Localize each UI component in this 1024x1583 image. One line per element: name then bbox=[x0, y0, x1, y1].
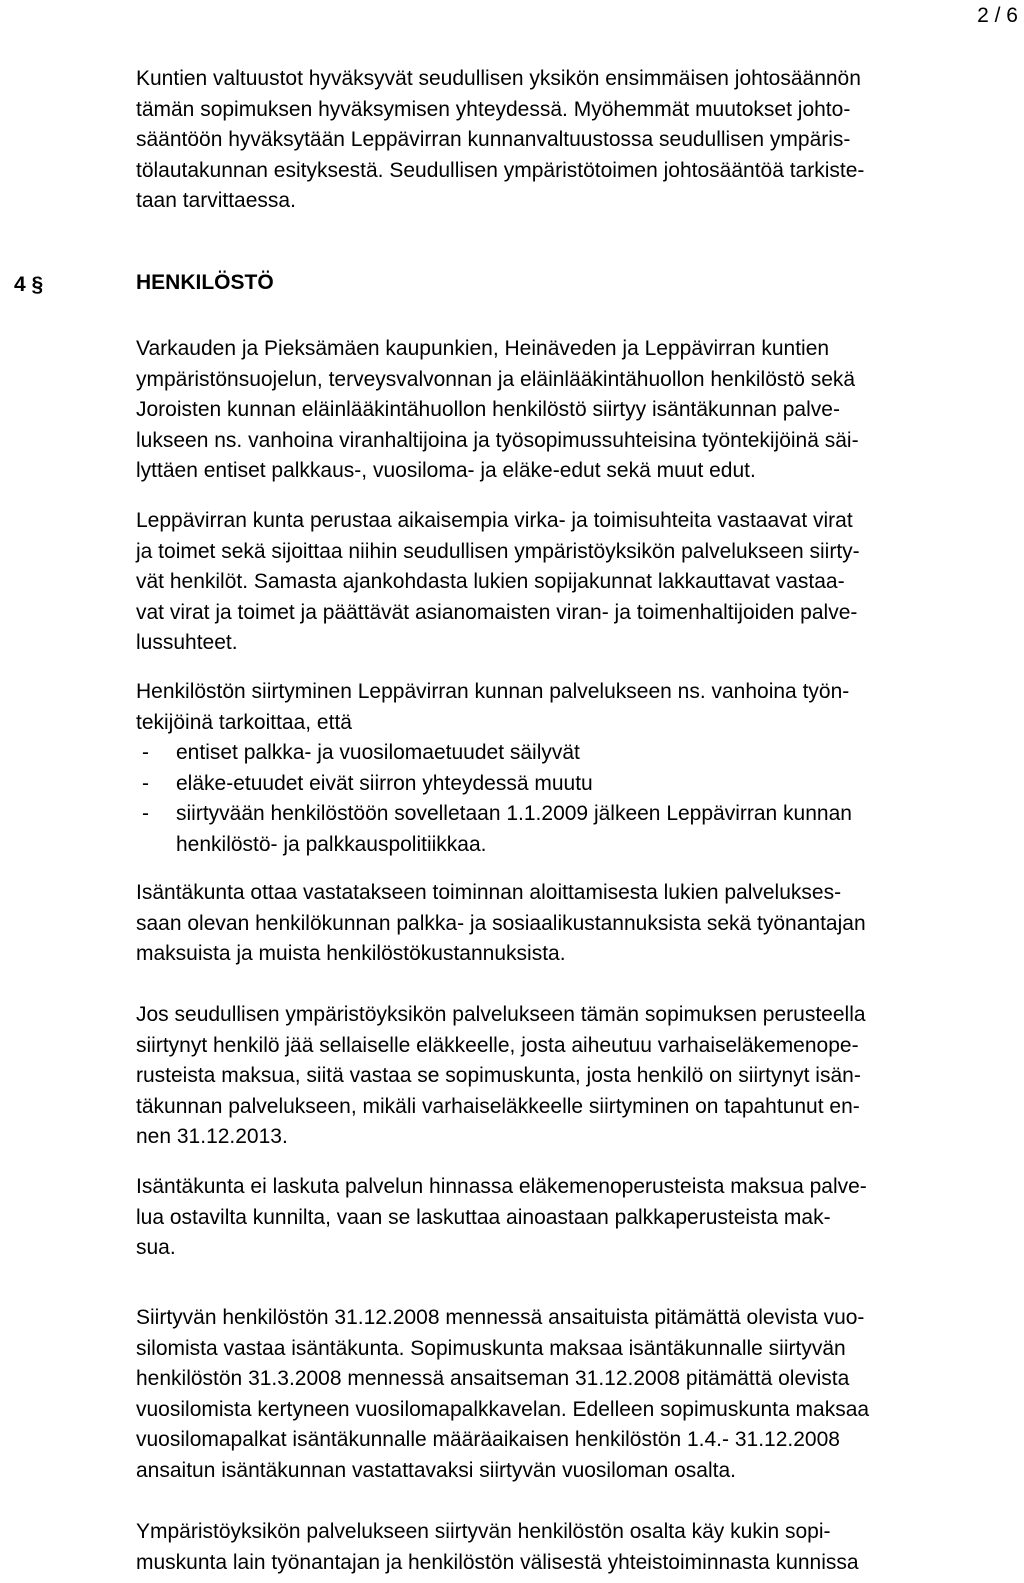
paragraph-host-costs bbox=[136, 878, 1020, 970]
text-line: rusteista maksua, siitä vastaa se sopimuskunta, josta henkilö on siirtynyt isän- bbox=[136, 1064, 861, 1087]
paragraph-cooperation bbox=[136, 1517, 1020, 1578]
text-line: Ympäristöyksikön palvelukseen siirtyvän henkilöstön osalta käy kukin sopi- bbox=[136, 1520, 831, 1543]
text-line: saan olevan henkilökunnan palkka- ja sosiaalikustannuksista sekä työnantajan bbox=[136, 911, 866, 935]
list-item bbox=[136, 799, 1020, 860]
text-line: lussuhteet. bbox=[136, 631, 238, 654]
section-heading: HENKILÖSTÖ bbox=[136, 271, 274, 294]
paragraph-positions bbox=[136, 506, 1020, 659]
section-number: 4 § bbox=[14, 273, 44, 296]
text-line: ympäristönsuojelun, terveysvalvonnan ja eläinlääkintähuollon henkilöstö sekä bbox=[136, 367, 856, 391]
text-line: Isäntäkunta ei laskuta palvelun hinnassa eläkemenoperusteista maksua palve- bbox=[136, 1175, 867, 1198]
text-line: tekijöinä tarkoittaa, että bbox=[136, 710, 352, 734]
text-line: siirtyvään henkilöstöön sovelletaan 1.1.2009 jälkeen Leppävirran kunnan bbox=[176, 802, 852, 825]
paragraph-old-employees bbox=[136, 677, 1020, 860]
bullet-dash: - bbox=[142, 741, 149, 764]
text-line: vat virat ja toimet ja päättävät asianomaisten viran- ja toimenhaltijoiden palve- bbox=[136, 600, 858, 624]
text-line: sääntöön hyväksytään Leppävirran kunnanvaltuustossa seudullisen ympäris- bbox=[136, 128, 851, 151]
text-line: ansaitun isäntäkunnan vastattavaksi siirtyvän vuosiloman osalta. bbox=[136, 1458, 736, 1482]
text-line: Leppävirran kunta perustaa aikaisempia virka- ja toimisuhteita vastaavat virat bbox=[136, 509, 853, 532]
list-item bbox=[136, 738, 1020, 769]
text-line: tämän sopimuksen hyväksymisen yhteydessä. Myöhemmät muutokset johto- bbox=[136, 97, 851, 121]
text-line: muskunta lain työnantajan ja henkilöstön välisestä yhteistoiminnasta kunnissa bbox=[136, 1550, 859, 1574]
paragraph-holidays bbox=[136, 1303, 1020, 1486]
text-line: silomista vastaa isäntäkunta. Sopimuskunta maksaa isäntäkunnalle siirtyvän bbox=[136, 1336, 846, 1360]
text-line: Siirtyvän henkilöstön 31.12.2008 mennessä ansaituista pitämättä olevista vuo- bbox=[136, 1306, 865, 1329]
list-item bbox=[136, 769, 1020, 800]
text-line: tölautakunnan esityksestä. Seudullisen ympäristötoimen johtosääntöä tarkiste- bbox=[136, 158, 865, 182]
intro-paragraph bbox=[136, 64, 1020, 217]
text-line: ja toimet sekä sijoittaa niihin seudullisen ympäristöyksikön palvelukseen siirty- bbox=[136, 539, 860, 563]
bullet-dash: - bbox=[142, 771, 149, 795]
text-line: vuosilomapalkat isäntäkunnalle määräaikaisen henkilöstön 1.4.- 31.12.2008 bbox=[136, 1428, 840, 1451]
text-line: taan tarvittaessa. bbox=[136, 189, 296, 212]
text-line: Kuntien valtuustot hyväksyvät seudullisen yksikön ensimmäisen johtosäännön bbox=[136, 67, 861, 90]
text-line: sua. bbox=[136, 1236, 176, 1259]
text-line: eläke-etuudet eivät siirron yhteydessä muutu bbox=[176, 771, 593, 795]
paragraph-early-retirement bbox=[136, 1000, 1020, 1153]
text-line: lyttäen entiset palkkaus-, vuosiloma- ja eläke-edut sekä muut edut. bbox=[136, 459, 756, 482]
text-line: Jos seudullisen ympäristöyksikön palvelukseen tämän sopimuksen perusteella bbox=[136, 1003, 866, 1026]
text-line: Isäntäkunta ottaa vastatakseen toiminnan aloittamisesta lukien palvelukses- bbox=[136, 881, 842, 904]
bullet-dash: - bbox=[142, 802, 149, 825]
text-line: täkunnan palvelukseen, mikäli varhaiseläkkeelle siirtyminen on tapahtunut en- bbox=[136, 1094, 860, 1118]
paragraph-personnel-transfer bbox=[136, 334, 1020, 487]
text-line: vuosilomista kertyneen vuosilomapalkkavelan. Edelleen sopimuskunta maksaa bbox=[136, 1397, 870, 1421]
text-line: lukseen ns. vanhoina viranhaltijoina ja työsopimussuhteisina työntekijöinä säi- bbox=[136, 428, 859, 452]
text-line: lua ostavilta kunnilta, vaan se laskuttaa ainoastaan palkkaperusteista mak- bbox=[136, 1205, 831, 1229]
text-line: Joroisten kunnan eläinlääkintähuollon henkilöstö siirtyy isäntäkunnan palve- bbox=[136, 398, 840, 421]
text-line: entiset palkka- ja vuosilomaetuudet säilyvät bbox=[176, 741, 580, 764]
text-line: henkilöstö- ja palkkauspolitiikkaa. bbox=[176, 832, 487, 856]
text-line: siirtynyt henkilö jää sellaiselle eläkkeelle, josta aiheutuu varhaiseläkemenope- bbox=[136, 1033, 859, 1057]
text-line: nen 31.12.2013. bbox=[136, 1125, 288, 1148]
text-line: Varkauden ja Pieksämäen kaupunkien, Heinäveden ja Leppävirran kuntien bbox=[136, 337, 830, 360]
text-line: henkilöstön 31.3.2008 mennessä ansaitseman 31.12.2008 pitämättä olevista bbox=[136, 1367, 850, 1390]
text-line: vät henkilöt. Samasta ajankohdasta lukien sopijakunnat lakkauttavat vastaa- bbox=[136, 570, 845, 593]
text-line: maksuista ja muista henkilöstökustannuksista. bbox=[136, 942, 566, 965]
paragraph-invoicing bbox=[136, 1172, 1020, 1264]
page-number: 2 / 6 bbox=[977, 4, 1018, 27]
benefits-list bbox=[136, 738, 1020, 860]
text-line: Henkilöstön siirtyminen Leppävirran kunnan palvelukseen ns. vanhoina työn- bbox=[136, 680, 850, 703]
